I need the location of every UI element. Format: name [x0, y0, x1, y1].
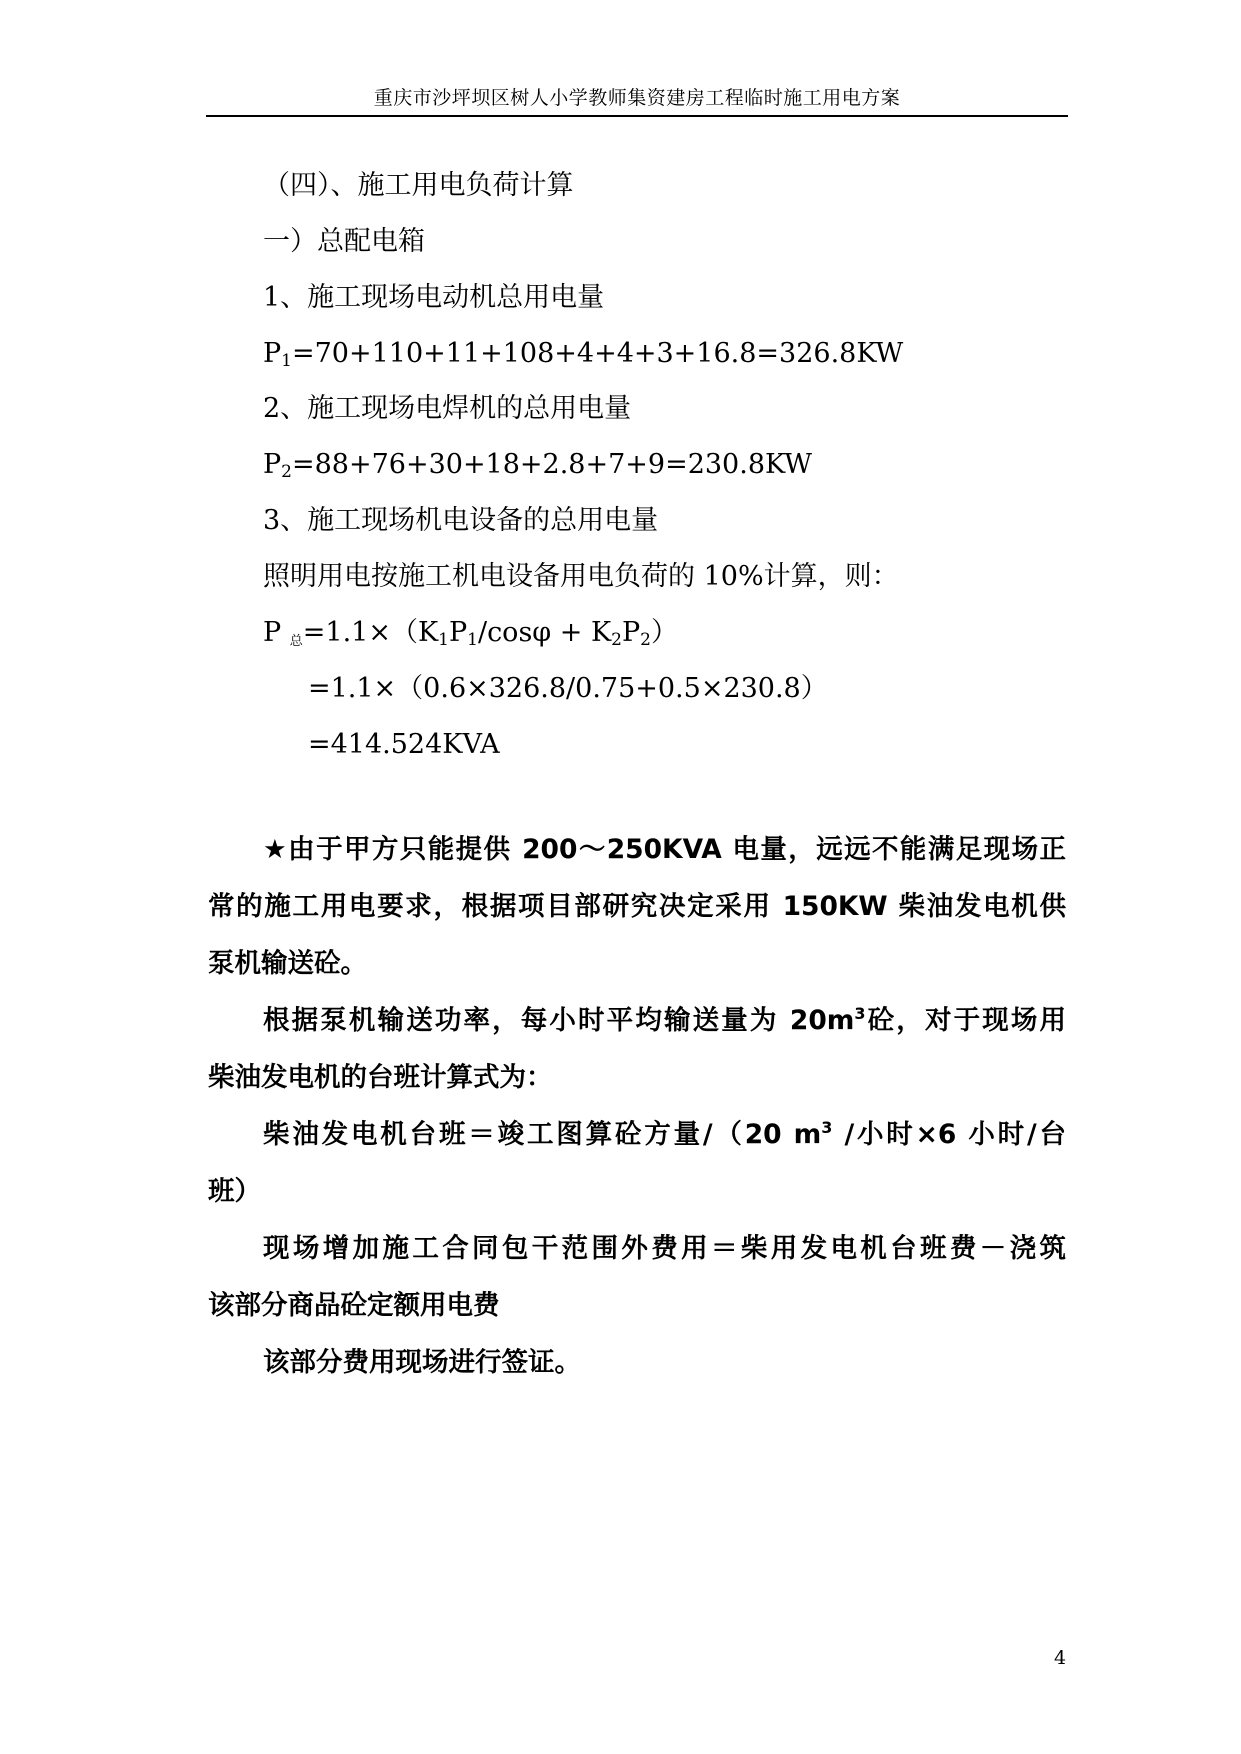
- ptotal-k1-sub: 1: [438, 630, 449, 650]
- ptotal-symbol: P: [263, 617, 282, 648]
- formula-p2-expression: =88+76+30+18+2.8+7+9=230.8KW: [292, 449, 812, 480]
- extra-cost-line-1: 现场增加施工合同包干范围外费用＝柴用发电机台班费－浇筑: [263, 1233, 1066, 1264]
- ptotal-part-b: P: [448, 617, 468, 648]
- item-2-title: 2、施工现场电焊机的总用电量: [263, 393, 632, 424]
- star-note-line-3: 泵机输送砼。: [208, 948, 367, 979]
- page-number: 4: [1054, 1647, 1067, 1669]
- ptotal-result: =414.524KVA: [308, 729, 500, 760]
- ptotal-p1-sub: 1: [467, 630, 478, 650]
- header-divider: [206, 115, 1068, 117]
- formula-note-part-b: /小时×6 小时/台: [832, 1119, 1066, 1150]
- ptotal-step-2: =1.1×（0.6×326.8/0.75+0.5×230.8）: [308, 673, 828, 704]
- ptotal-subscript: 总: [289, 634, 303, 649]
- section-heading: （四）、施工用电负荷计算: [263, 170, 574, 201]
- visa-note: 该部分费用现场进行签证。: [263, 1347, 581, 1378]
- header-title: 重庆市沙坪坝区树人小学教师集资建房工程临时施工用电方案: [373, 87, 901, 109]
- formula-p2-symbol: P: [263, 449, 282, 480]
- formula-p2-subscript: 2: [281, 462, 292, 482]
- star-note-line-1: ★由于甲方只能提供 200～250KVA 电量，远远不能满足现场正: [263, 834, 1066, 865]
- formula-p1-expression: =70+110+11+108+4+4+3+16.8=326.8KW: [292, 338, 904, 369]
- star-note-line-2: 常的施工用电要求，根据项目部研究决定采用 150KW 柴油发电机供: [208, 891, 1066, 922]
- formula-note-superscript: 3: [821, 1118, 833, 1137]
- item-3-title: 3、施工现场机电设备的总用电量: [263, 505, 659, 536]
- ptotal-k2-sub: 2: [611, 630, 622, 650]
- ptotal-part-c: /cosφ + K: [477, 617, 612, 648]
- formula-note-line-2: 班）: [208, 1176, 261, 1207]
- pump-note-line-2: 柴油发电机的台班计算式为：: [208, 1062, 553, 1093]
- pump-note-part-b: 砼，对于现场用: [865, 1005, 1067, 1036]
- pump-note-part-a: 根据泵机输送功率，每小时平均输送量为 20m: [263, 1005, 855, 1036]
- ptotal-part-d: P: [622, 617, 641, 648]
- pump-note-line-1: [263, 1001, 1066, 1041]
- formula-note-part-a: 柴油发电机台班＝竣工图算砼方量/（20 m: [263, 1119, 822, 1150]
- formula-p1-subscript: 1: [281, 351, 292, 371]
- extra-cost-line-2: 该部分商品砼定额用电费: [208, 1290, 500, 1321]
- ptotal-part-e: ）: [651, 617, 678, 648]
- item-1-title: 1、施工现场电动机总用电量: [263, 282, 605, 313]
- lighting-note: 照明用电按施工机电设备用电负荷的 10%计算，则：: [263, 561, 899, 592]
- formula-ptotal: [263, 613, 678, 653]
- subsection-heading: 一）总配电箱: [263, 226, 425, 257]
- formula-note-line-1: [263, 1115, 1066, 1155]
- pump-note-superscript: 3: [854, 1004, 866, 1023]
- ptotal-part-a: =1.1×（K: [302, 617, 439, 648]
- formula-p1-symbol: P: [263, 338, 282, 369]
- formula-p1: [263, 334, 903, 374]
- ptotal-p2-sub: 2: [640, 630, 651, 650]
- formula-p2: [263, 445, 812, 485]
